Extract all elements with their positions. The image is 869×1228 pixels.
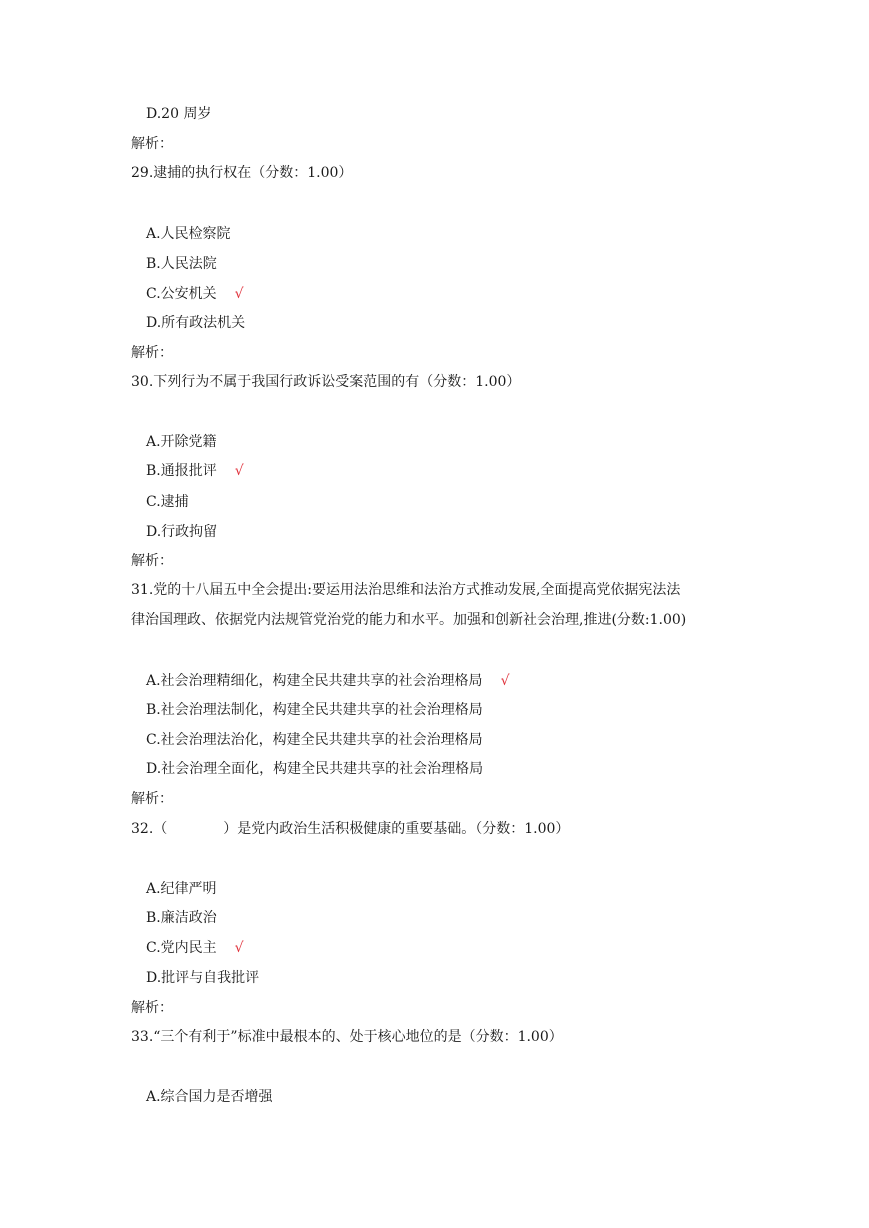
- correct-mark-icon: √: [234, 286, 244, 302]
- q32-option-d: D.批评与自我批评: [146, 970, 260, 986]
- analysis-label: 解析：: [131, 553, 173, 569]
- q32-option-c-text: C.党内民主: [146, 940, 217, 956]
- prev-option-d: D.20 周岁: [146, 106, 212, 122]
- correct-mark-icon: √: [234, 463, 244, 479]
- q29-option-a: A.人民检察院: [146, 226, 231, 242]
- analysis-label: 解析：: [131, 791, 173, 807]
- analysis-label: 解析：: [131, 345, 173, 361]
- question-33: 33.“三个有利于”标准中最根本的、处于核心地位的是（分数：1.00）: [131, 1029, 563, 1045]
- analysis-label: 解析：: [131, 136, 173, 152]
- q30-option-a: A.开除党籍: [146, 434, 217, 450]
- question-29: 29.逮捕的执行权在（分数：1.00）: [131, 165, 353, 181]
- q29-option-b: B.人民法院: [146, 256, 217, 272]
- correct-mark-icon: √: [234, 940, 244, 956]
- q30-option-b: [146, 461, 244, 481]
- q31-option-c: C.社会治理法治化，构建全民共建共享的社会治理格局: [146, 732, 483, 748]
- q31-option-d: D.社会治理全面化，构建全民共建共享的社会治理格局: [146, 761, 484, 777]
- q32-option-b: B.廉洁政治: [146, 910, 217, 926]
- q31-option-a: [146, 671, 509, 691]
- q29-option-c-text: C.公安机关: [146, 286, 217, 302]
- q33-option-a: A.综合国力是否增强: [146, 1089, 273, 1105]
- q32-option-c: [146, 938, 244, 958]
- q30-option-d: D.行政拘留: [146, 524, 218, 540]
- q29-option-c: [146, 284, 244, 304]
- question-31-line-2: 律治国理政、依据党内法规管党治党的能力和水平。加强和创新社会治理,推进(分数:1.00): [131, 612, 687, 628]
- question-30: 30.下列行为不属于我国行政诉讼受案范围的有（分数：1.00）: [131, 374, 521, 390]
- q31-option-a-text: A.社会治理精细化，构建全民共建共享的社会治理格局: [146, 673, 483, 689]
- correct-mark-icon: √: [500, 673, 510, 689]
- question-31-line-1: 31.党的十八届五中全会提出:要运用法治思维和法治方式推动发展,全面提高党依据宪法法: [131, 582, 681, 598]
- q30-option-b-text: B.通报批评: [146, 463, 217, 479]
- q31-option-b: B.社会治理法制化，构建全民共建共享的社会治理格局: [146, 702, 483, 718]
- q30-option-c: C.逮捕: [146, 494, 189, 510]
- analysis-label: 解析：: [131, 1000, 173, 1016]
- q32-option-a: A.纪律严明: [146, 881, 217, 897]
- q29-option-d: D.所有政法机关: [146, 315, 246, 331]
- question-32: 32.（ ）是党内政治生活积极健康的重要基础。（分数：1.00）: [131, 821, 570, 837]
